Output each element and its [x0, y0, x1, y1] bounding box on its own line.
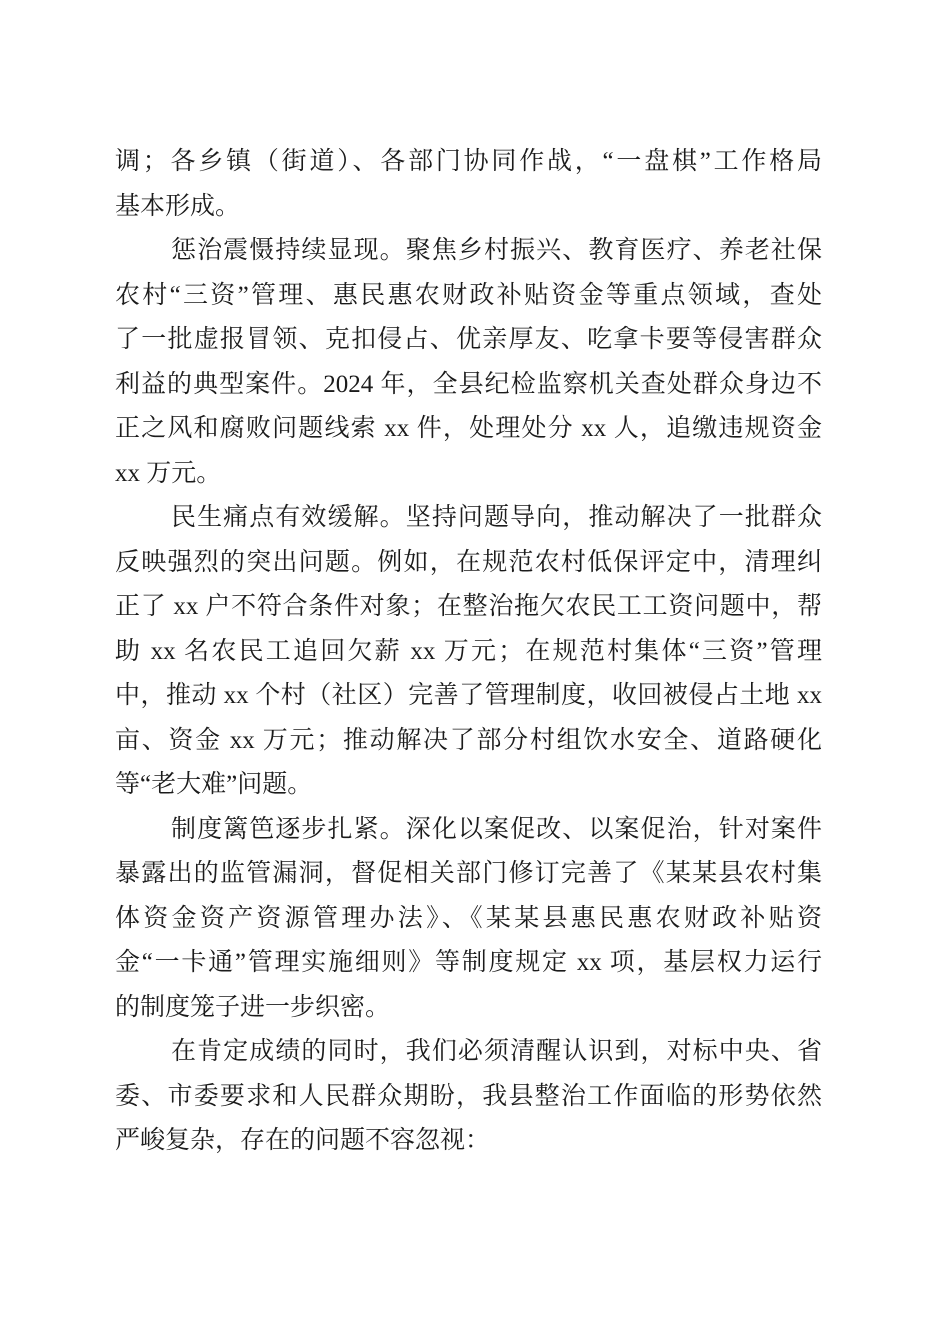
text-line: 正了 xx 户不符合条件对象；在整治拖欠农民工工资问题中，帮	[115, 593, 822, 620]
text-line: 调；各乡镇（街道）、各部门协同作战，“一盘棋”工作格局	[115, 148, 822, 175]
text-line: 亩、资金 xx 万元；推动解决了部分村组饮水安全、道路硬化	[115, 726, 822, 754]
text-line: 制度篱笆逐步扎紧。深化以案促改、以案促治，针对案件	[171, 815, 822, 843]
text-line: xx 万元。	[115, 459, 222, 487]
text-line: 惩治震慑持续显现。聚焦乡村振兴、教育医疗、养老社保	[171, 237, 822, 264]
text-line: 农村“三资”管理、惠民惠农财政补贴资金等重点领域，查处	[115, 281, 822, 309]
text-line: 的制度笼子进一步织密。	[115, 993, 391, 1021]
text-line: 暴露出的监管漏洞，督促相关部门修订完善了《某某县农村集	[115, 860, 822, 887]
document-body	[115, 140, 822, 1164]
text-line: 委、市委要求和人民群众期盼，我县整治工作面临的形势依然	[115, 1082, 822, 1110]
text-line: 利益的典型案件。2024 年，全县纪检监察机关查处群众身边不	[115, 370, 822, 398]
text-line: 了一批虚报冒领、克扣侵占、优亲厚友、吃拿卡要等侵害群众	[115, 326, 822, 353]
text-line: 反映强烈的突出问题。例如，在规范农村低保评定中，清理纠	[115, 548, 822, 576]
text-line: 在肯定成绩的同时，我们必须清醒认识到，对标中央、省	[171, 1038, 822, 1065]
text-line: 等“老大难”问题。	[115, 771, 313, 798]
text-line: 正之风和腐败问题线索 xx 件，处理处分 xx 人，追缴违规资金	[115, 415, 822, 442]
text-line: 体资金资产资源管理办法》、《某某县惠民惠农财政补贴资	[115, 904, 822, 932]
text-line: 民生痛点有效缓解。坚持问题导向，推动解决了一批群众	[171, 504, 822, 531]
text-line: 严峻复杂，存在的问题不容忽视：	[115, 1127, 491, 1154]
text-line: 金“一卡通”管理实施细则》等制度规定 xx 项，基层权力运行	[115, 949, 822, 976]
text-line: 中，推动 xx 个村（社区）完善了管理制度，收回被侵占土地 xx	[115, 682, 822, 709]
text-line: 助 xx 名农民工追回欠薪 xx 万元；在规范村集体“三资”管理	[115, 637, 822, 665]
text-line: 基本形成。	[115, 192, 241, 220]
